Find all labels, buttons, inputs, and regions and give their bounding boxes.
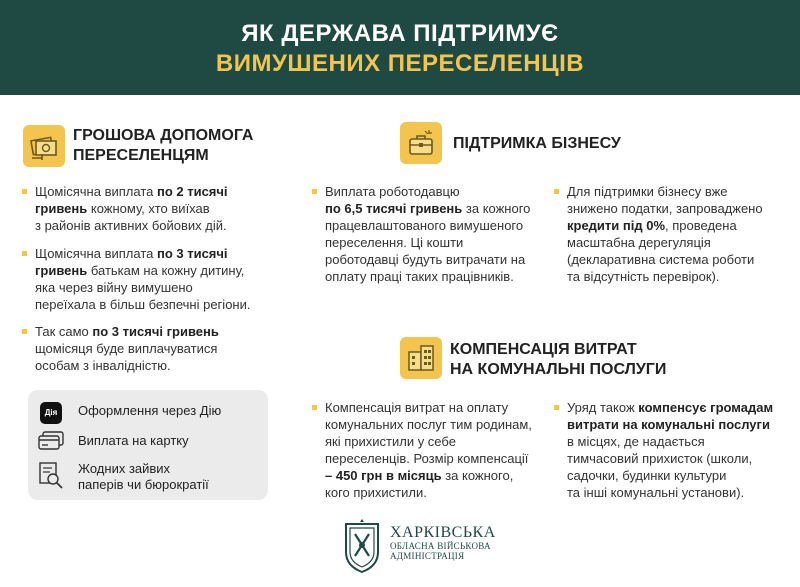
header-title-line2: ВИМУШЕНИХ ПЕРЕСЕЛЕНЦІВ <box>215 50 585 77</box>
info-box: Дія Оформлення через Дію Виплата на картку Жодних зайвих паперів чи бюрократії <box>28 390 268 500</box>
kharkiv-coat-of-arms-icon <box>340 518 384 574</box>
business-bullet-right: Для підтримки бізнесу вже знижено податки, запроваджено кредити під 0%, проведена масштабна дерегуляція (декларативна система роботи та відсутність перевірок). <box>567 183 792 285</box>
money-bullet-3: Так само по 3 тисячі гривень щомісяця буде виплачуватися особам з інвалідністю. <box>35 323 270 374</box>
business-section-title: ПІДТРИМКА БІЗНЕСУ <box>453 135 621 152</box>
business-bullet-left: Виплата роботодавцю по 6,5 тисячі гривень за кожного працевлаштованого вимушеного переселення. Ці кошти роботодавці будуть витрачати на оплату праці таких працівників. <box>325 183 555 285</box>
card-icon <box>38 431 66 451</box>
document-search-icon <box>38 462 64 490</box>
diya-icon: Дія <box>40 402 62 424</box>
footer-org-name: ХАРКІВСЬКА ОБЛАСНА ВІЙСЬКОВА АДМІНІСТРАЦІЯ <box>390 524 496 561</box>
briefcase-icon <box>400 122 442 164</box>
money-section-title: ГРОШОВА ДОПОМОГА ПЕРЕСЕЛЕНЦЯМ <box>73 127 254 164</box>
utilities-bullet-left: Компенсація витрат на оплату комунальних послуг тим родинам, які прихистили у себе переселенців. Розмір компенсації – 450 грн в місяць за кожного, кого прихистили. <box>325 399 555 501</box>
money-bullet-2: Щомісячна виплата по 3 тисячі гривень батькам на кожну дитину, яка через війну вимушено переїхала в більш безпечні регіони. <box>35 245 275 313</box>
header-banner <box>0 0 800 95</box>
utilities-bullet-right: Уряд також компенсує громадам витрати на комунальні послуги в місцях, де надається тимчасовий прихисток (школи, садочки, будинки культури та інші комунальні установи). <box>567 399 792 501</box>
header-title-line1: ЯК ДЕРЖАВА ПІДТРИМУЄ <box>241 20 559 47</box>
money-bullet-1: Щомісячна виплата по 2 тисячі гривень кожному, хто виїхав з районів активних бойових дій. <box>35 183 270 234</box>
utilities-section-title: КОМПЕНСАЦІЯ ВИТРАТ НА КОМУНАЛЬНІ ПОСЛУГИ <box>450 341 667 378</box>
building-icon <box>400 337 442 379</box>
money-icon <box>23 125 65 167</box>
